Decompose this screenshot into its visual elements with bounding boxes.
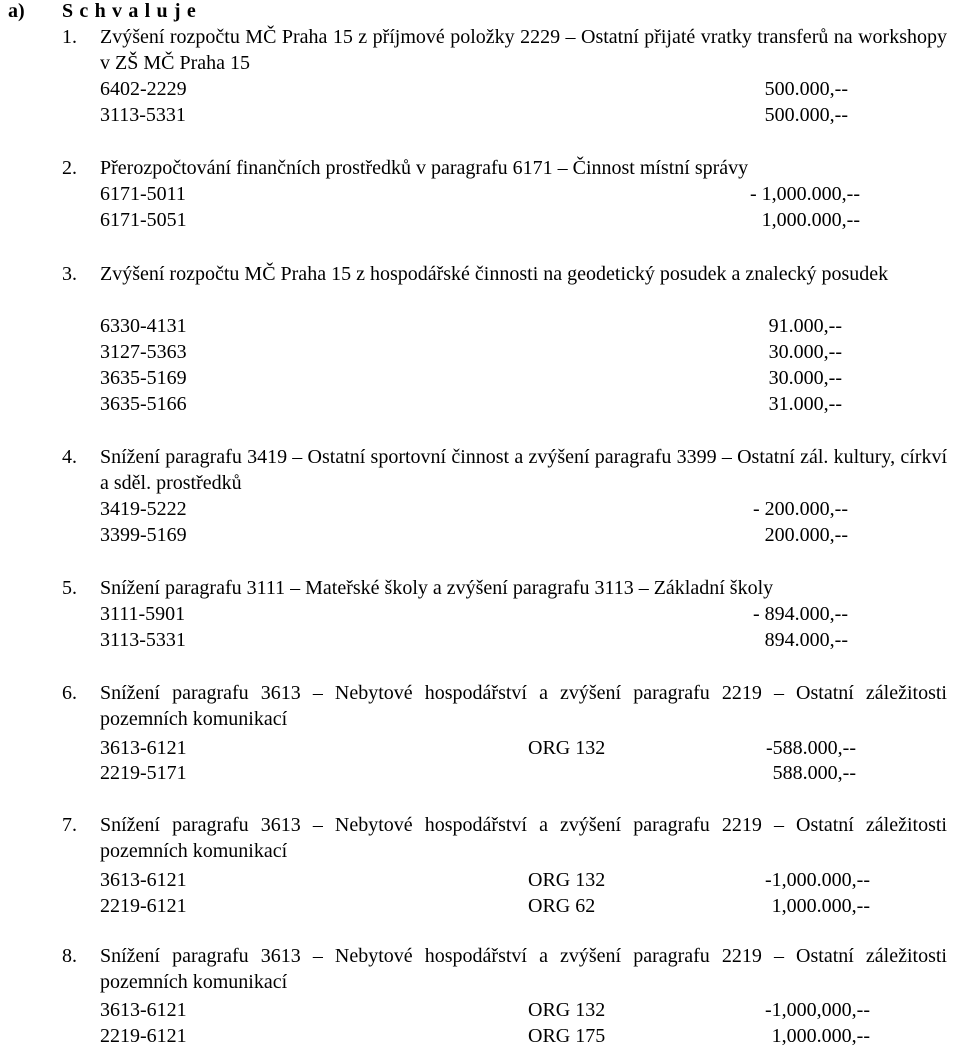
budget-code: 3635-5169	[100, 367, 187, 389]
item-number: 7.	[62, 814, 77, 836]
item-description: Zvýšení rozpočtu MČ Praha 15 z příjmové položky 2229 – Ostatní přijaté vratky transferů na workshopy v ZŠ MČ Praha 15	[100, 26, 947, 74]
budget-amount: 500.000,--	[764, 104, 848, 126]
budget-amount: - 1,000.000,--	[750, 183, 860, 205]
org-code: ORG 132	[528, 869, 606, 891]
budget-row	[100, 601, 860, 627]
item-number: 5.	[62, 577, 77, 599]
section-title: Schvaluje	[62, 0, 203, 22]
budget-code: 6330-4131	[100, 315, 187, 337]
item-description: Snížení paragrafu 3111 – Mateřské školy a zvýšení paragrafu 3113 – Základní školy	[100, 577, 774, 599]
budget-row	[100, 496, 860, 522]
item-number: 2.	[62, 157, 77, 179]
org-code: ORG 62	[528, 895, 596, 917]
budget-amount: 894.000,--	[764, 629, 848, 651]
budget-code: 2219-5171	[100, 762, 187, 784]
budget-row	[100, 181, 860, 207]
budget-row	[100, 735, 860, 761]
budget-amount: -588.000,--	[766, 737, 856, 759]
budget-amount: 30.000,--	[768, 367, 842, 389]
budget-amount: 91.000,--	[768, 315, 842, 337]
org-code: ORG 175	[528, 1025, 606, 1047]
budget-amount: 1,000.000,--	[761, 209, 860, 231]
budget-code: 3613-6121	[100, 999, 187, 1021]
item-description: Zvýšení rozpočtu MČ Praha 15 z hospodářské činnosti na geodetický posudek a znalecký posudek	[100, 263, 889, 285]
item-number: 8.	[62, 945, 77, 967]
budget-amount: 588.000,--	[772, 762, 856, 784]
budget-code: 2219-6121	[100, 895, 187, 917]
budget-row	[100, 893, 870, 919]
budget-code: 3613-6121	[100, 737, 187, 759]
budget-amount: 500.000,--	[764, 78, 848, 100]
budget-amount: - 200.000,--	[753, 498, 848, 520]
item-number: 4.	[62, 446, 77, 468]
budget-code: 3111-5901	[100, 603, 186, 625]
org-code: ORG 132	[528, 737, 606, 759]
budget-row	[100, 997, 870, 1023]
budget-code: 3127-5363	[100, 341, 187, 363]
budget-amount: 200.000,--	[764, 524, 848, 546]
budget-code: 2219-6121	[100, 1025, 187, 1047]
budget-row	[100, 522, 860, 548]
budget-code: 6171-5051	[100, 209, 187, 231]
budget-code: 6171-5011	[100, 183, 186, 205]
item-description: Snížení paragrafu 3419 – Ostatní sportovní činnost a zvýšení paragrafu 3399 – Ostatní zál. kultury, církví a sděl. prostředků	[100, 446, 947, 494]
budget-amount: 1,000.000,--	[771, 895, 870, 917]
budget-code: 3113-5331	[100, 104, 186, 126]
budget-row	[100, 76, 860, 102]
budget-row	[100, 627, 860, 653]
item-description: Snížení paragrafu 3613 – Nebytové hospodářství a zvýšení paragrafu 2219 – Ostatní záležitosti pozemních komunikací	[100, 945, 947, 993]
budget-row	[100, 391, 860, 417]
budget-row	[100, 339, 860, 365]
budget-amount: - 894.000,--	[753, 603, 848, 625]
item-description: Snížení paragrafu 3613 – Nebytové hospodářství a zvýšení paragrafu 2219 – Ostatní záležitosti pozemních komunikací	[100, 682, 947, 730]
item-number: 6.	[62, 682, 77, 704]
budget-row	[100, 313, 860, 339]
budget-code: 3399-5169	[100, 524, 187, 546]
budget-row	[100, 1023, 870, 1049]
budget-code: 3635-5166	[100, 393, 187, 415]
budget-amount: 31.000,--	[768, 393, 842, 415]
budget-row	[100, 207, 860, 233]
budget-row	[100, 760, 860, 786]
budget-row	[100, 102, 860, 128]
org-code: ORG 132	[528, 999, 606, 1021]
item-number: 1.	[62, 26, 77, 48]
budget-code: 6402-2229	[100, 78, 187, 100]
budget-amount: 30.000,--	[768, 341, 842, 363]
budget-row	[100, 867, 870, 893]
budget-code: 3419-5222	[100, 498, 187, 520]
budget-amount: -1,000,000,--	[765, 999, 870, 1021]
section-letter: a)	[8, 0, 25, 22]
budget-code: 3113-5331	[100, 629, 186, 651]
item-number: 3.	[62, 263, 77, 285]
budget-code: 3613-6121	[100, 869, 187, 891]
budget-row	[100, 365, 860, 391]
item-description: Snížení paragrafu 3613 – Nebytové hospodářství a zvýšení paragrafu 2219 – Ostatní záležitosti pozemních komunikací	[100, 814, 947, 862]
budget-amount: 1,000.000,--	[771, 1025, 870, 1047]
item-description: Přerozpočtování finančních prostředků v paragrafu 6171 – Činnost místní správy	[100, 157, 749, 179]
budget-amount: -1,000.000,--	[765, 869, 870, 891]
